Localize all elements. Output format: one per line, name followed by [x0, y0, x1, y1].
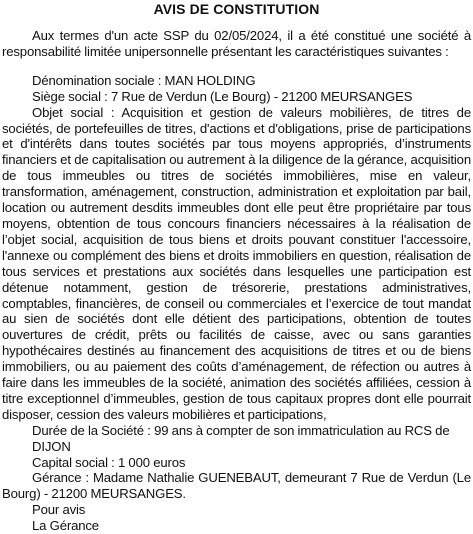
- duree-line: Durée de la Société : 99 ans à compter de son immatriculation au RCS de DIJON: [32, 422, 450, 454]
- signature-line: La Gérance: [32, 518, 99, 534]
- capital-line: Capital social : 1 000 euros: [32, 454, 186, 470]
- siege-line: Siège social : 7 Rue de Verdun (Le Bourg) - 21200 MEURSANGES: [32, 88, 413, 104]
- objet-paragraph: Objet social : Acquisition et gestion de valeurs mobilières, de titres de sociétés, de portefeuilles de titres, d'actions et d'obligations, prise de participations et d'intérêts dans toutes sociétés par tous moyens appropriés, d’instruments financiers et de capitalisation ou autrement à la diligence de la gérance, acquisition de tous immeubles ou titres de sociétés immobilières, mise en valeur, transformation, aménagement, construction, administration et exploitation par bail, location ou autrement desdits immeubles dont elle peut être propriétaire par tous moyens, obtention de tous concours financiers nécessaires à la réalisation de l’objet social, acquisition de tous biens et droits pouvant constituer l'accessoire, l'annexe ou complément des biens et droits immobiliers en question, réalisation de tous services et prestations aux sociétés dans lesquelles une participation est détenue notamment, gestion de trésorerie, prestations administratives, comptables, financières, de conseil ou commerciales et l’exercice de tout mandat au sien de sociétés dont elle détient des participations, obtention de toutes ouvertures de crédit, prêts ou facilités de caisse, avec ou sans garanties hypothécaires destinés au financement des acquisitions de titres et ou de biens immobiliers, ou au paiement des coûts d’aménagement, de réfection ou autres à faire dans les immeubles de la société, animation des sociétés affiliées, cession à titre exceptionnel d’immeubles, gestion de tous capitaux propres dont elle pourrait disposer, cession des valeurs mobilières et participations,: [2, 104, 471, 422]
- notice-intro: Aux termes d'un acte SSP du 02/05/2024, il a été constitué une société à responsabilité limitée unipersonnelle présentant les caractéristiques suivantes :: [2, 28, 471, 59]
- notice-body: [2, 28, 471, 534]
- denomination-line: Dénomination sociale : MAN HOLDING: [32, 72, 256, 88]
- spacer: [2, 60, 471, 73]
- gerance-paragraph: Gérance : Madame Nathalie GUENEBAUT, demeurant 7 Rue de Verdun (Le Bourg) - 21200 MEURSANGES.: [2, 470, 471, 502]
- notice-title: AVIS DE CONSTITUTION: [153, 1, 320, 17]
- pour-avis-line: Pour avis: [32, 502, 86, 518]
